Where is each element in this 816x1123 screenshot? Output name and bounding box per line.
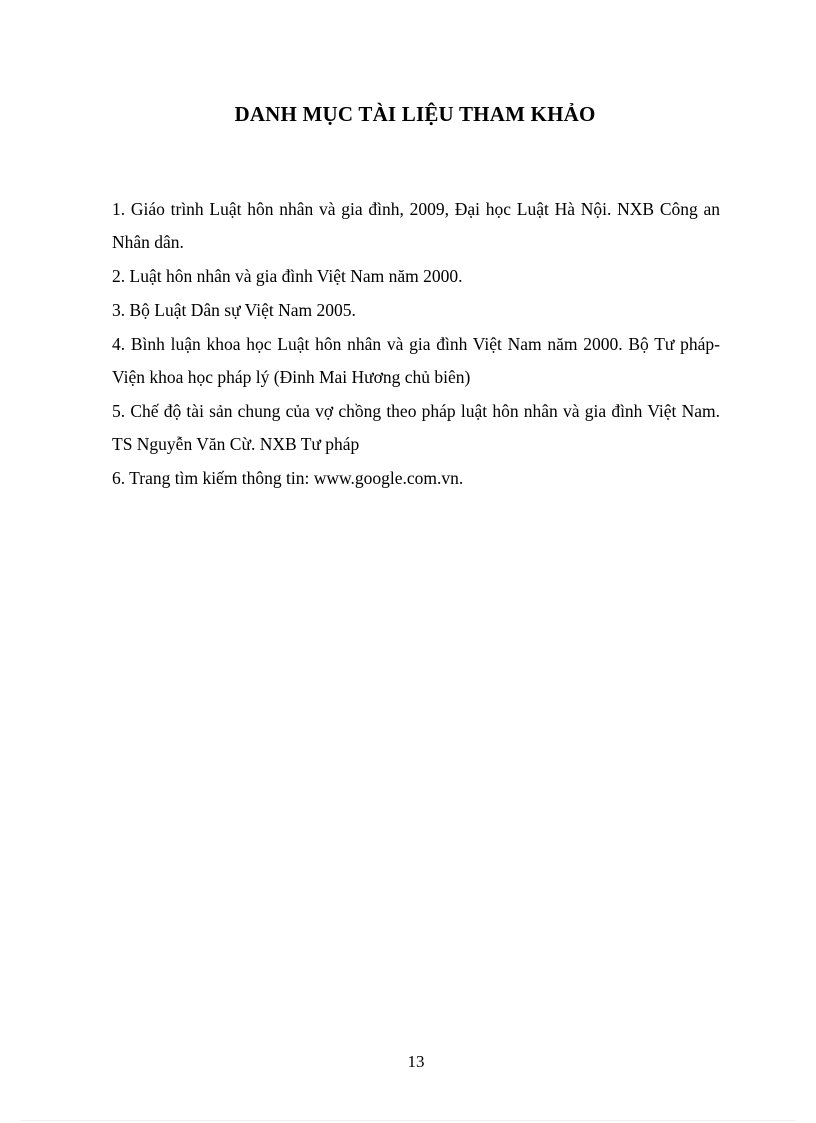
reference-item: 6. Trang tìm kiếm thông tin: www.google.com.vn.: [112, 468, 464, 488]
page-number: 13: [407, 1052, 425, 1071]
page-bottom-divider: [20, 1120, 796, 1121]
reference-item: 2. Luật hôn nhân và gia đình Việt Nam năm 2000.: [112, 266, 463, 286]
page-title: DANH MỤC TÀI LIỆU THAM KHẢO: [234, 102, 596, 126]
reference-item: 5. Chế độ tài sản chung của vợ chồng theo pháp luật hôn nhân và gia đình Việt Nam. TS Nguyễn Văn Cừ. NXB Tư pháp: [112, 401, 720, 454]
reference-item: 3. Bộ Luật Dân sự Việt Nam 2005.: [112, 300, 356, 320]
reference-list: [112, 193, 720, 496]
reference-item: 4. Bình luận khoa học Luật hôn nhân và gia đình Việt Nam năm 2000. Bộ Tư pháp- Viện khoa học pháp lý (Đinh Mai Hương chủ biên): [112, 334, 720, 387]
reference-item: 1. Giáo trình Luật hôn nhân và gia đình, 2009, Đại học Luật Hà Nội. NXB Công an Nhân dân.: [112, 199, 720, 252]
